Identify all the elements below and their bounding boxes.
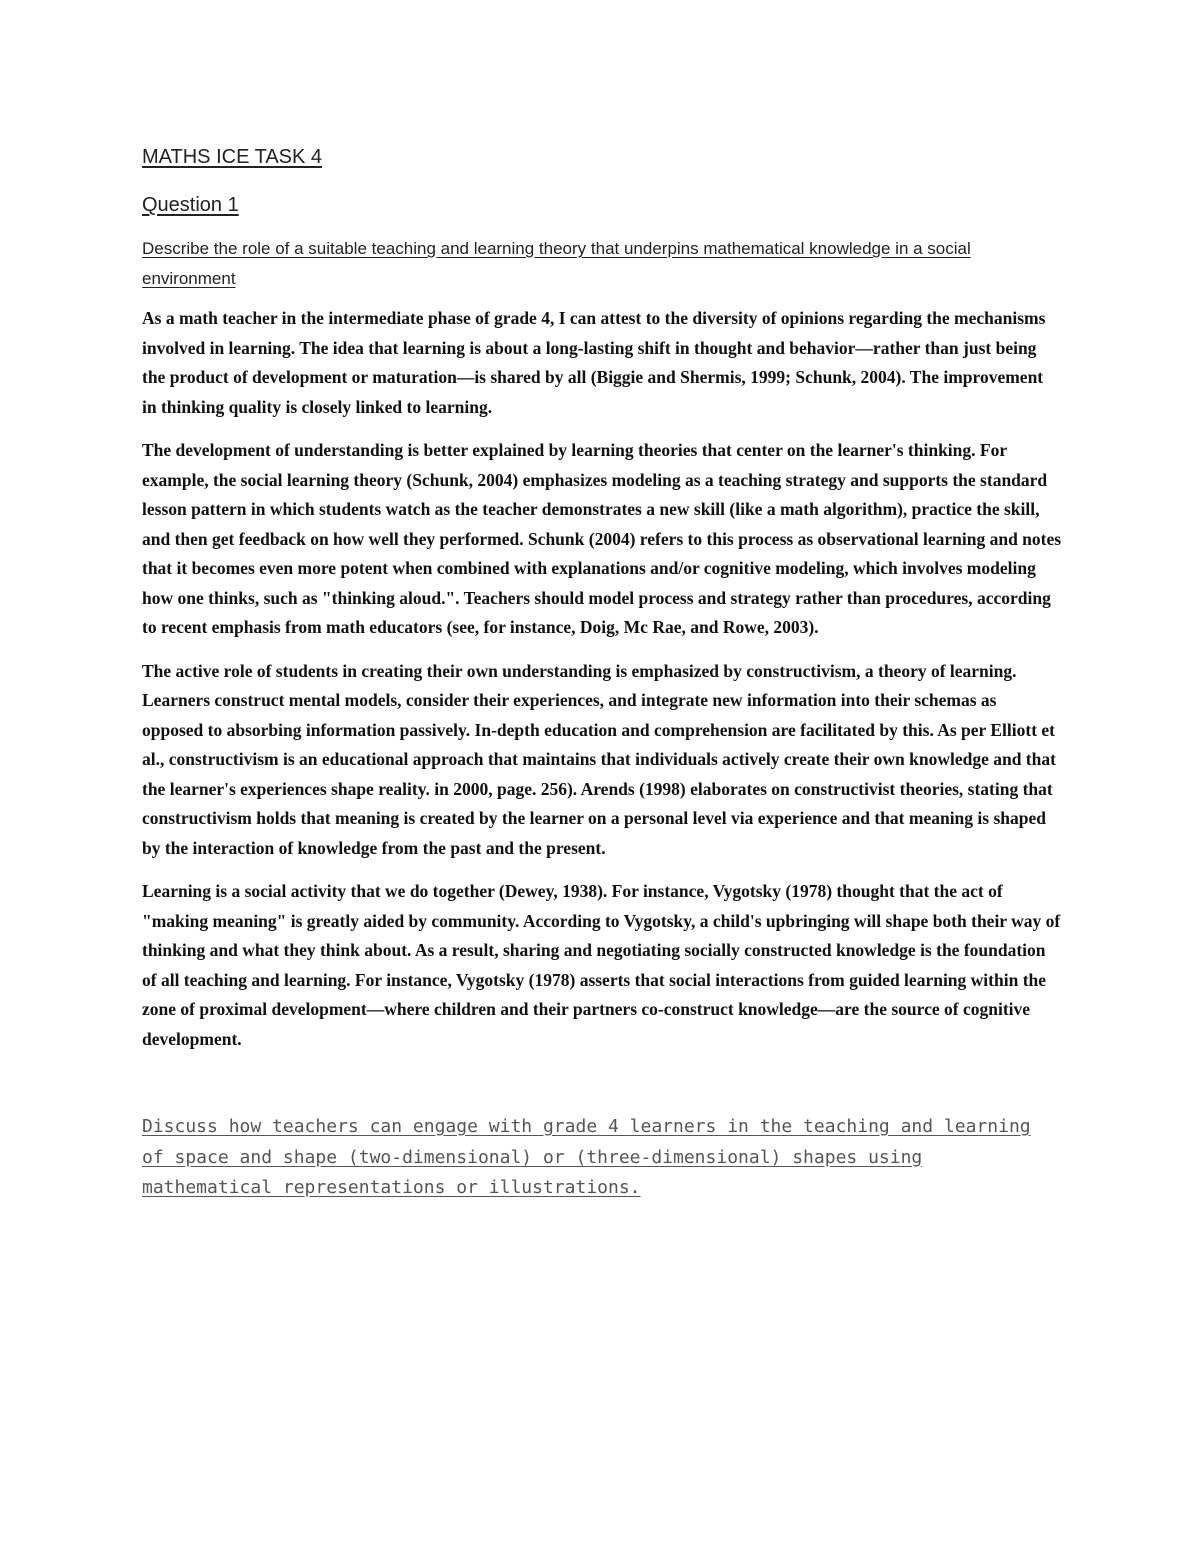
question-heading: Question 1 [142, 194, 239, 216]
section-spacer [142, 1068, 1062, 1112]
body-paragraph-1: As a math teacher in the intermediate phase of grade 4, I can attest to the diversity of opinions regarding the mechanisms involved in learning. The idea that learning is about a long-lasting shift in thought and behavior—rather than just being the product of development or maturation—is shared by all (Biggie and Shermis, 1999; Schunk, 2004). The improvement in thinking quality is closely linked to learning. [142, 308, 1046, 417]
body-paragraph-3: The active role of students in creating their own understanding is emphasized by constructivism, a theory of learning. Learners construct mental models, consider their experiences, and integrate new information into their schemas as opposed to absorbing information passively. In-depth education and comprehension are facilitated by this. As per Elliott et al., constructivism is an educational approach that maintains that individuals actively create their own knowledge and that the learner's experiences shape reality. in 2000, page. 256). Arends (1998) elaborates on constructivist theories, stating that constructivism holds that meaning is created by the learner on a personal level via experience and that meaning is shaped by the interaction of knowledge from the past and the present. [142, 660, 1056, 858]
body-paragraph-2: The development of understanding is better explained by learning theories that center on the learner's thinking. For example, the social learning theory (Schunk, 2004) emphasizes modeling as a teaching strategy and supports the standard lesson pattern in which students watch as the teacher demonstrates a new skill (like a math algorithm), practice the skill, and then get feedback on how well they performed. Schunk (2004) refers to this process as observational learning and notes that it becomes even more potent when combined with explanations and/or cognitive modeling, which involves modeling how one thinks, such as "thinking aloud.". Teachers should model process and strategy rather than procedures, according to recent emphasis from math educators (see, for instance, Doig, Mc Rae, and Rowe, 2003). [142, 440, 1062, 637]
document-content [142, 142, 1062, 1204]
discussion-prompt: Discuss how teachers can engage with grade 4 learners in the teaching and learning of space and shape (two-dimensional) or (three-dimensional) shapes using mathematical representations or illustrations. [142, 1116, 1031, 1198]
question-prompt: Describe the role of a suitable teaching and learning theory that underpins mathematical knowledge in a social environment [142, 239, 971, 288]
document-title: MATHS ICE TASK 4 [142, 146, 323, 168]
body-paragraph-4: Learning is a social activity that we do together (Dewey, 1938). For instance, Vygotsky (1978) thought that the act of "making meaning" is greatly aided by community. According to Vygotsky, a child's upbringing will shape both their way of thinking and what they think about. As a result, sharing and negotiating socially constructed knowledge is the foundation of all teaching and learning. For instance, Vygotsky (1978) asserts that social interactions from guided learning within the zone of proximal development—where children and their partners co-construct knowledge—are the source of cognitive development. [142, 881, 1061, 1049]
